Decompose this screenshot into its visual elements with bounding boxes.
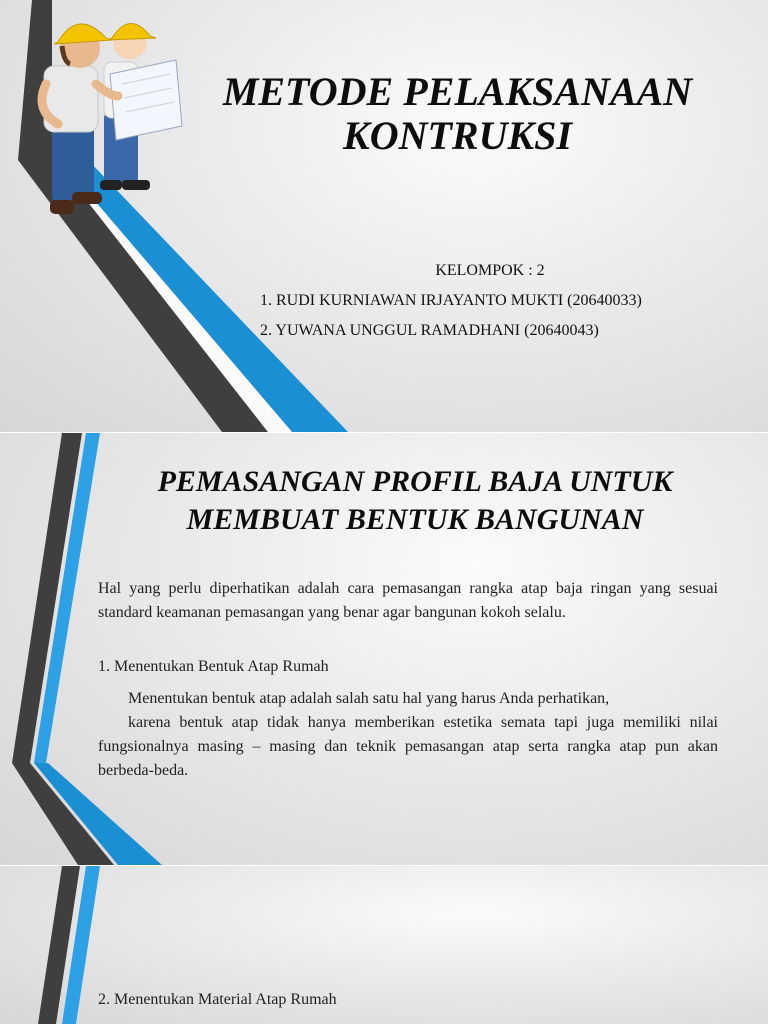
section-heading-1: 1. Menentukan Bentuk Atap Rumah xyxy=(98,658,329,675)
title-line-1: PEMASANGAN PROFIL BAJA UNTUK xyxy=(157,465,673,498)
title-line-2: MEMBUAT BENTUK BANGUNAN xyxy=(186,503,644,536)
section-paragraph-1 xyxy=(98,687,718,783)
section-heading-2: 2. Menentukan Material Atap Rumah xyxy=(98,991,337,1008)
intro-paragraph: Hal yang perlu diperhatikan adalah cara pemasangan rangka atap baja ringan yang sesuai standard keamanan pemasangan yang benar agar bangunan kokoh selalu. xyxy=(98,580,718,621)
paragraph-line-1: Menentukan bentuk atap adalah salah satu hal yang harus Anda perhatikan, xyxy=(128,690,610,707)
title-slide xyxy=(0,0,768,432)
presentation-title xyxy=(185,70,730,158)
slide-title xyxy=(120,463,710,539)
content-slide-2 xyxy=(0,866,768,1024)
group-label: KELOMPOK : 2 xyxy=(435,262,545,279)
member-1: 1. RUDI KURNIAWAN IRJAYANTO MUKTI (20640033) xyxy=(260,292,642,309)
title-line-2: KONTRUKSI xyxy=(343,113,572,158)
paragraph-line-2: karena bentuk atap tidak hanya memberikan estetika semata tapi juga memiliki nilai fungsionalnya masing – masing dan teknik pemasangan atap serta rangka atap pun akan berbeda-beda. xyxy=(98,714,718,779)
title-line-1: METODE PELAKSANAAN xyxy=(222,69,693,114)
member-2: 2. YUWANA UNGGUL RAMADHANI (20640043) xyxy=(260,322,599,339)
group-info xyxy=(260,256,730,346)
content-slide-1 xyxy=(0,433,768,865)
construction-workers-icon xyxy=(0,0,200,230)
